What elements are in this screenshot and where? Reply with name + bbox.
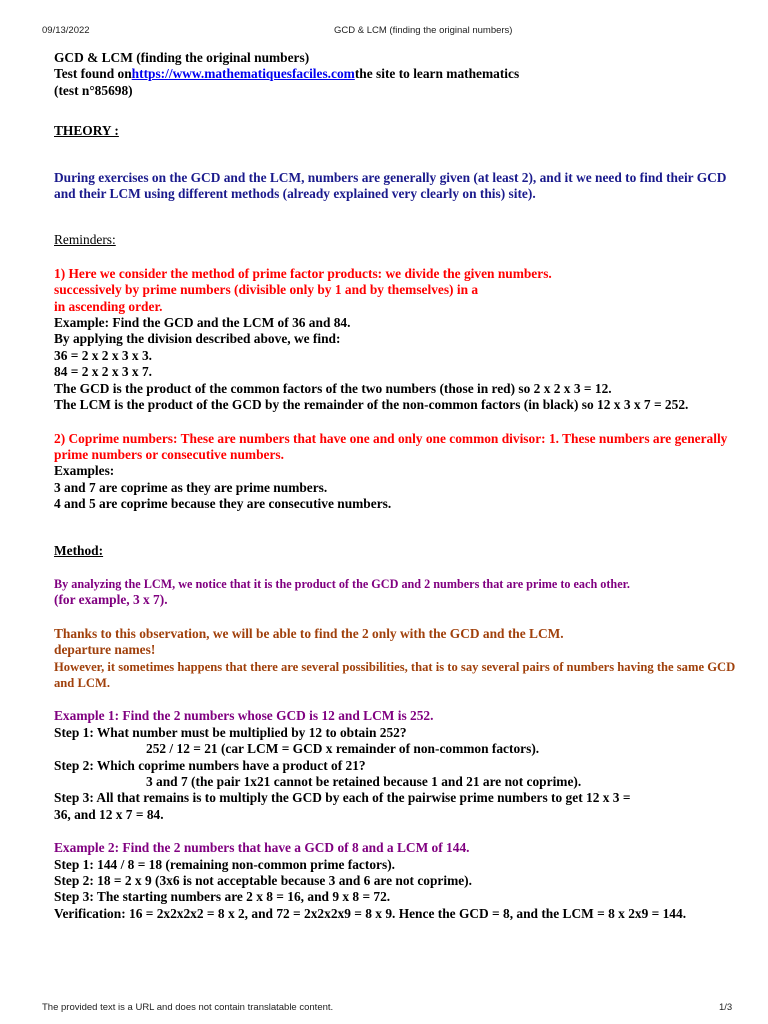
example-2-step-2: Step 2: 18 = 2 x 9 (3x6 is not acceptable because 3 and 6 are not coprime).: [54, 873, 472, 889]
theory-text: During exercises on the GCD and the LCM, numbers are generally given (at least 2), and it we need to find their GCD and their LCM using different methods (already explained very clearly on this) site).: [54, 169, 727, 202]
print-date: 09/13/2022: [42, 25, 90, 36]
reminder-1-gcd: The GCD is the product of the common factors of the two numbers (those in red) so 2 x 2 x 3 = 12.: [54, 380, 612, 396]
example-2-title: Example 2: Find the 2 numbers that have a GCD of 8 and a LCM of 144.: [54, 840, 470, 856]
reminder-2-example-2: 4 and 5 are coprime because they are consecutive numbers.: [54, 496, 392, 512]
method-observation-2: (for example, 3 x 7).: [54, 592, 168, 608]
example-2-step-3: Step 3: The starting numbers are 2 x 8 = 16, and 9 x 8 = 72.: [54, 889, 391, 905]
source-suffix: the site to learn mathematics: [354, 66, 520, 82]
example-1-step-1-answer: 252 / 12 = 21 (car LCM = GCD x remainder of non-common factors).: [146, 741, 540, 757]
method-heading: Method:: [54, 542, 104, 558]
factorization-84: 84 = 2 x 2 x 3 x 7.: [54, 364, 153, 380]
reminder-1-line-1: 1) Here we consider the method of prime factor products: we divide the given numbers.: [54, 265, 552, 281]
method-thanks-1: Thanks to this observation, we will be able to find the 2 only with the GCD and the LCM.: [54, 625, 564, 641]
footer-note: The provided text is a URL and does not contain translatable content.: [42, 1002, 334, 1013]
example-1-step-3: Step 3: All that remains is to multiply the GCD by each of the pairwise prime numbers to get 12 x 3 = 36, and 12 x 7 = 84.: [54, 790, 631, 822]
method-however: However, it sometimes happens that there are several possibilities, that is to say several pairs of numbers having the same GCD and LCM.: [54, 659, 736, 690]
method-thanks-2: departure names!: [54, 642, 156, 658]
reminder-1-lcm: The LCM is the product of the GCD by the remainder of the non-common factors (in black) so 12 x 3 x 7 = 252.: [54, 397, 689, 413]
example-1-step-1: Step 1: What number must be multiplied by 12 to obtain 252?: [54, 724, 407, 740]
theory-heading: THEORY :: [54, 123, 119, 139]
reminder-2-example-1: 3 and 7 are coprime as they are prime numbers.: [54, 479, 328, 495]
example-1-step-2: Step 2: Which coprime numbers have a product of 21?: [54, 757, 366, 773]
reminders-heading: Reminders:: [54, 232, 116, 248]
reminder-1-apply: By applying the division described above, we find:: [54, 331, 341, 347]
test-number: (test n°85698): [54, 82, 133, 98]
example-2-verification: Verification: 16 = 2x2x2x2 = 8 x 2, and 72 = 2x2x2x9 = 8 x 9. Hence the GCD = 8, and the LCM = 8 x 2x9 = 144.: [54, 905, 687, 921]
document-body: [54, 50, 744, 922]
example-1-title: Example 1: Find the 2 numbers whose GCD is 12 and LCM is 252.: [54, 708, 434, 724]
factorization-36: 36 = 2 x 2 x 3 x 3.: [54, 347, 153, 363]
reminder-2-examples: Examples:: [54, 463, 115, 479]
example-1-step-2-answer: 3 and 7 (the pair 1x21 cannot be retained because 1 and 21 are not coprime).: [146, 774, 582, 789]
reminder-2-intro: 2) Coprime numbers: These are numbers that have one and only one common divisor: 1. These numbers are generally prime numbers or consecutive numbers.: [54, 430, 728, 462]
page-number: 1/3: [719, 1002, 733, 1013]
reminder-1-example: Example: Find the GCD and the LCM of 36 and 84.: [54, 315, 351, 331]
source-prefix: Test found on: [54, 66, 132, 82]
reminder-1-line-3: in ascending order.: [54, 298, 163, 314]
example-2-step-1: Step 1: 144 / 8 = 18 (remaining non-common prime factors).: [54, 856, 395, 872]
reminder-1-line-2: successively by prime numbers (divisible only by 1 and by themselves) in a: [54, 282, 479, 298]
source-line: [54, 66, 744, 82]
method-observation-1: By analyzing the LCM, we notice that it is the product of the GCD and 2 numbers that are prime to each other.: [54, 576, 630, 591]
source-link[interactable]: https://www.mathematiquesfaciles.com: [131, 66, 355, 82]
print-title: GCD & LCM (finding the original numbers): [334, 25, 513, 36]
doc-title: GCD & LCM (finding the original numbers): [54, 50, 310, 65]
